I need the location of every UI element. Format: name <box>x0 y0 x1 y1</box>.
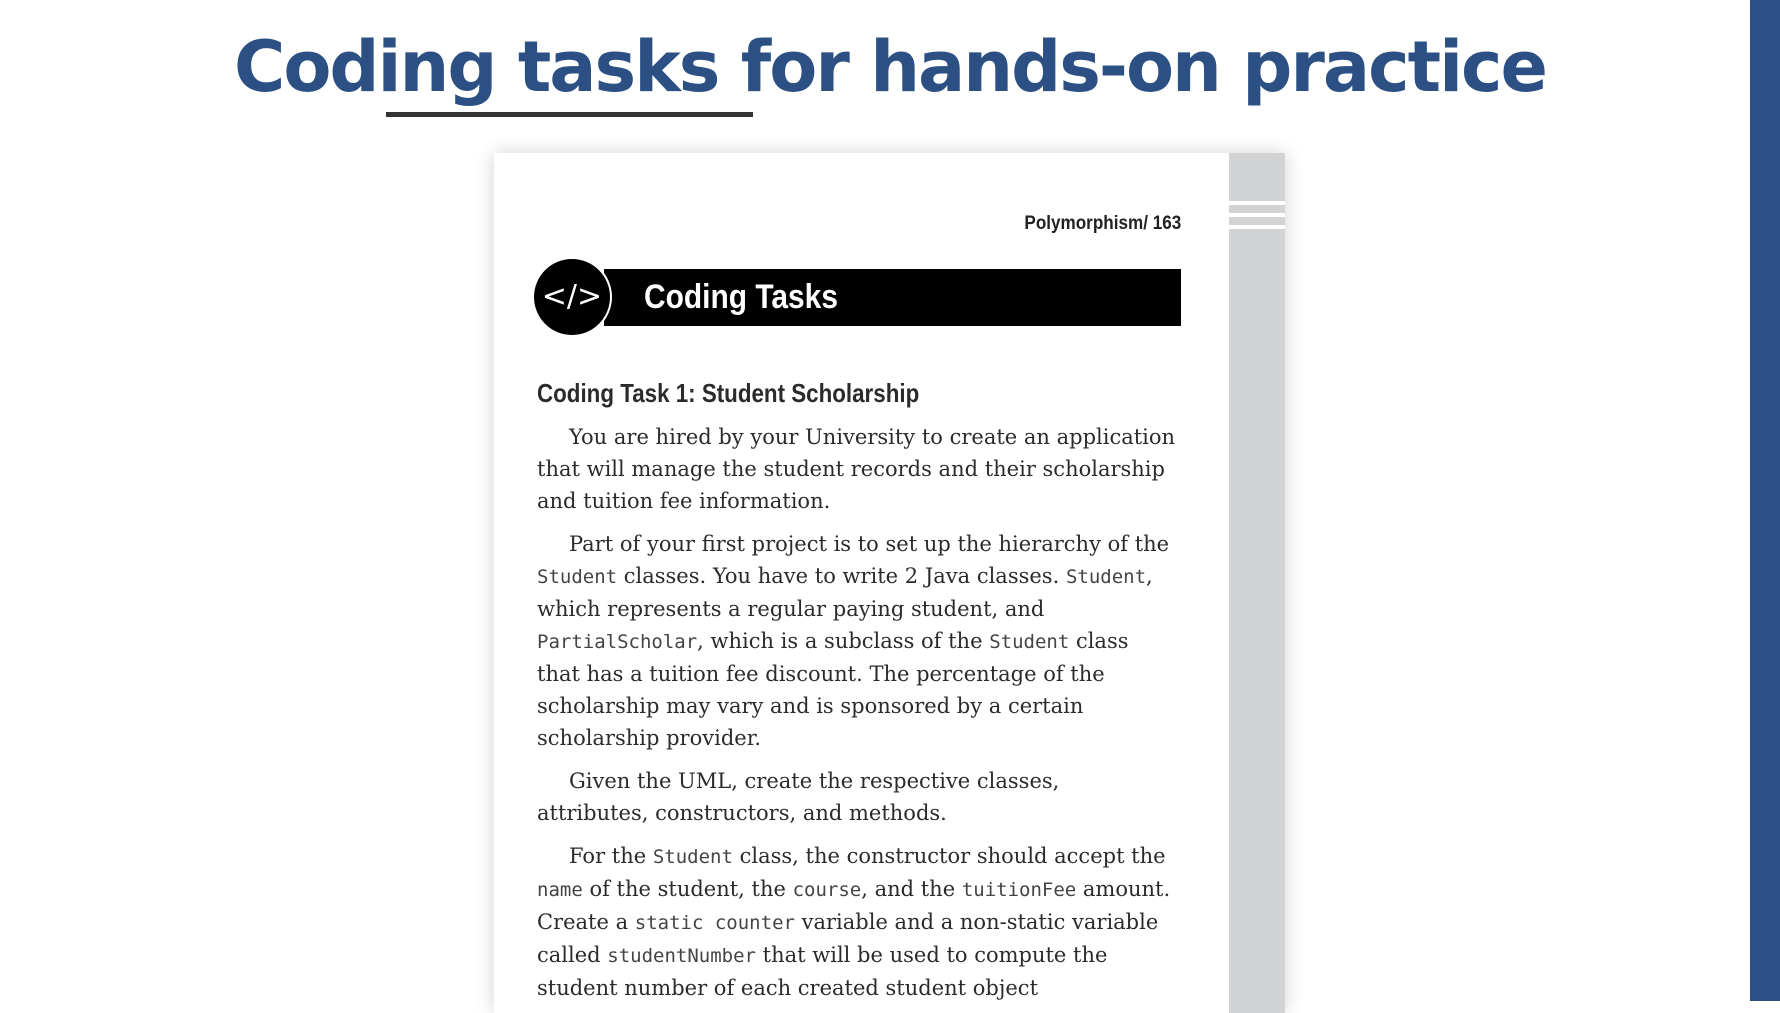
paragraph-text: , which represents a regular paying student, and <box>537 564 1153 621</box>
paragraph-text: , which is a subclass of the <box>697 629 990 653</box>
body-paragraph <box>537 421 1177 517</box>
section-title: Coding Tasks <box>644 278 838 316</box>
body-paragraph <box>537 840 1177 1004</box>
paragraph-text: For the <box>569 844 653 868</box>
strip-line <box>1229 213 1285 217</box>
inline-code: Student <box>989 631 1070 653</box>
paragraph-text: class, the constructor should accept the <box>732 844 1166 868</box>
paragraph-text: variable and a non-static variable called <box>537 910 1159 967</box>
paragraph-text: of the student, the <box>582 877 793 901</box>
inline-code: course <box>792 879 862 901</box>
inline-code: Student <box>1065 566 1147 588</box>
inline-code: name <box>537 879 583 901</box>
inline-code: studentNumber <box>607 945 756 967</box>
paragraph-text: You are hired by your University to create an application that will manage the student records and their scholarship and tuition fee information. <box>537 425 1176 513</box>
body-paragraph <box>537 765 1177 829</box>
title-underline <box>386 112 753 117</box>
strip-line <box>1229 225 1285 229</box>
book-page <box>494 153 1285 1013</box>
paragraph-text: Given the UML, create the respective classes, attributes, constructors, and methods. <box>537 769 1060 825</box>
paragraph-text: class that has a tuition fee discount. The percentage of the scholarship may vary and is sponsored by a certain scholarship provider. <box>537 629 1129 750</box>
paragraph-text: , and the <box>861 877 962 901</box>
inline-code: Student <box>537 566 618 588</box>
paragraph-text: Part of your first project is to set up the hierarchy of the <box>569 532 1170 556</box>
paragraph-text: that will be used to compute the student number of each created student object <box>537 943 1108 1000</box>
page-margin-strip <box>1229 153 1285 1013</box>
code-brackets-icon: </> <box>534 259 610 335</box>
running-head: Polymorphism/ 163 <box>1024 213 1181 234</box>
inline-code: static counter <box>634 912 795 934</box>
inline-code: tuitionFee <box>961 879 1077 901</box>
paragraph-text: amount. Create a <box>537 877 1171 934</box>
strip-line <box>1229 201 1285 205</box>
slide-title: Coding tasks for hands-on practice <box>233 26 1547 108</box>
paragraph-text: classes. You have to write 2 Java classes. <box>617 564 1066 588</box>
right-accent-bar <box>1750 0 1780 1001</box>
body-paragraph <box>537 528 1177 754</box>
task-heading: Coding Task 1: Student Scholarship <box>537 378 920 408</box>
task-body <box>537 421 1177 1013</box>
inline-code: Student <box>652 846 733 868</box>
inline-code: PartialScholar <box>537 631 698 653</box>
